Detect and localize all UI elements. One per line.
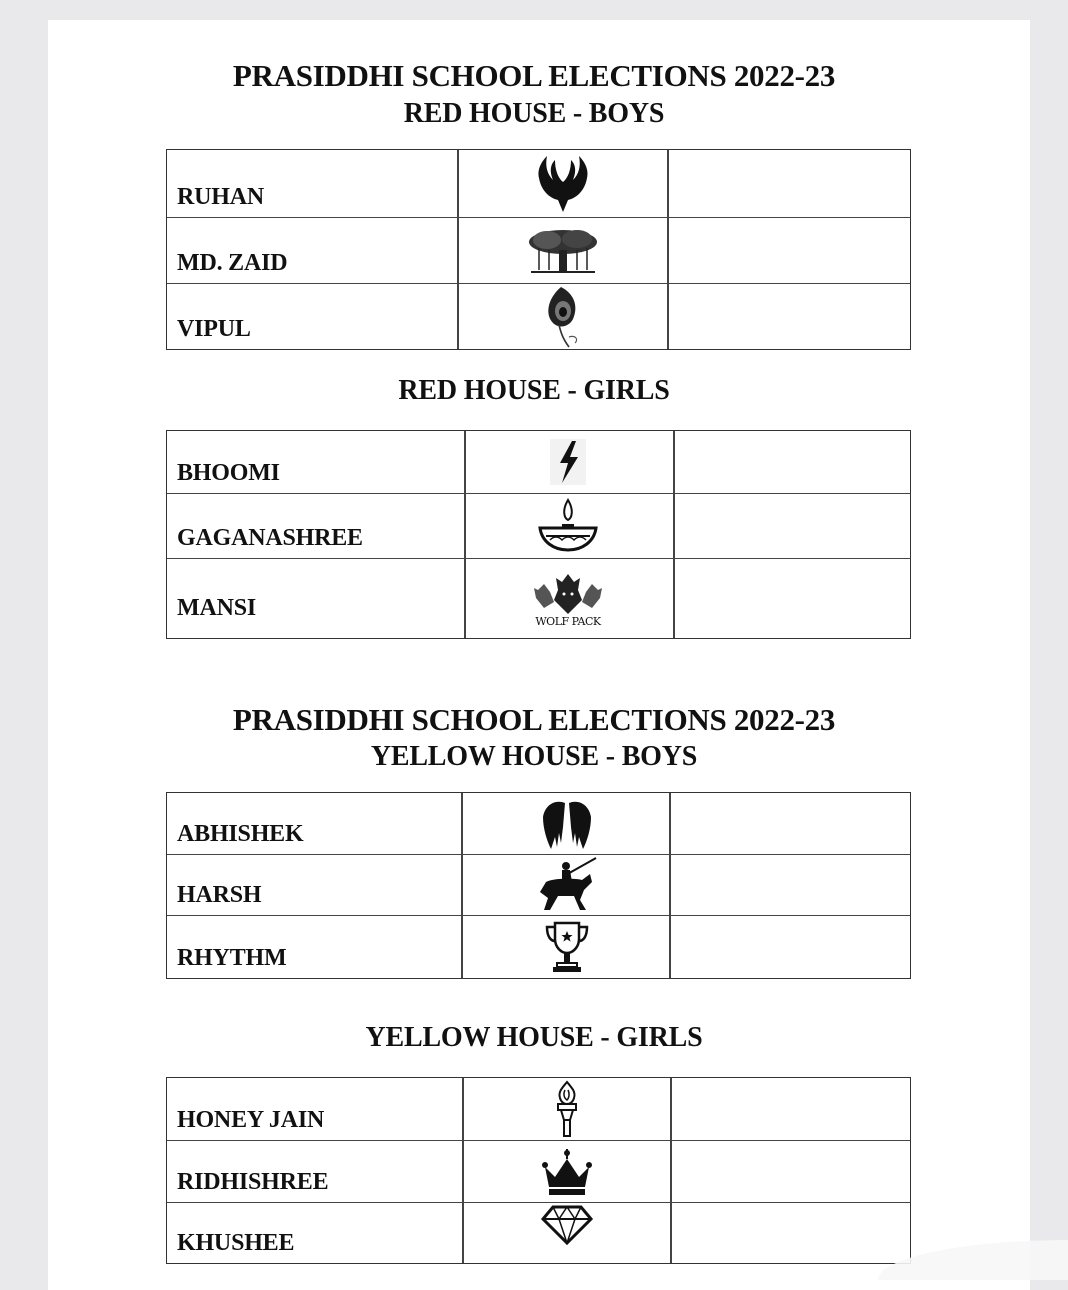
yellow-house-boys-heading: YELLOW HOUSE - BOYS — [370, 741, 698, 772]
candidate-name: RIDHISHREE — [177, 1169, 329, 1195]
red-house-girls-ballot — [166, 430, 911, 639]
election-title-1: PRASIDDHI SCHOOL ELECTIONS 2022-23 — [232, 58, 836, 93]
candidate-row — [167, 1203, 910, 1263]
trophy-icon — [529, 916, 605, 978]
candidate-row — [167, 494, 910, 559]
candidate-name: MANSI — [177, 595, 257, 621]
candidate-row — [167, 150, 910, 218]
candidate-name: VIPUL — [177, 316, 251, 342]
candidate-name: ABHISHEK — [177, 821, 304, 847]
candidate-name: GAGANASHREE — [177, 525, 363, 551]
diya-lamp-icon — [530, 494, 606, 558]
diamond-icon — [529, 1203, 605, 1263]
candidate-row — [167, 284, 910, 349]
candidate-row — [167, 431, 910, 494]
candidate-name: BHOOMI — [177, 460, 280, 486]
crown-icon — [529, 1141, 605, 1202]
angel-wings-icon — [529, 793, 605, 854]
candidate-name: RUHAN — [177, 184, 264, 210]
election-title-2: PRASIDDHI SCHOOL ELECTIONS 2022-23 — [232, 702, 836, 737]
yellow-house-girls-ballot — [166, 1077, 911, 1264]
banyan-tree-icon — [525, 218, 601, 283]
torch-icon — [529, 1078, 605, 1140]
candidate-row — [167, 855, 910, 916]
wolf-pack-icon — [530, 559, 606, 638]
candidate-name: HONEY JAIN — [177, 1107, 325, 1133]
candidate-row — [167, 559, 910, 638]
wolf-pack-label: WOLF PACK — [535, 615, 601, 628]
candidate-name: MD. ZAID — [177, 250, 288, 276]
horse-rider-icon — [529, 855, 605, 915]
red-house-boys-heading: RED HOUSE - BOYS — [403, 98, 665, 129]
candidate-name: RHYTHM — [177, 945, 287, 971]
candidate-row — [167, 1141, 910, 1203]
lightning-bolt-icon — [530, 431, 606, 493]
red-house-boys-ballot — [166, 149, 911, 350]
phoenix-icon — [525, 150, 601, 217]
candidate-row — [167, 793, 910, 855]
candidate-row — [167, 1078, 910, 1141]
candidate-row — [167, 218, 910, 284]
red-house-girls-heading: RED HOUSE - GIRLS — [398, 375, 670, 406]
candidate-row — [167, 916, 910, 978]
candidate-name: KHUSHEE — [177, 1230, 295, 1256]
candidate-name: HARSH — [177, 882, 262, 908]
yellow-house-girls-heading: YELLOW HOUSE - GIRLS — [365, 1022, 703, 1053]
yellow-house-boys-ballot — [166, 792, 911, 979]
peacock-feather-icon — [525, 284, 601, 349]
